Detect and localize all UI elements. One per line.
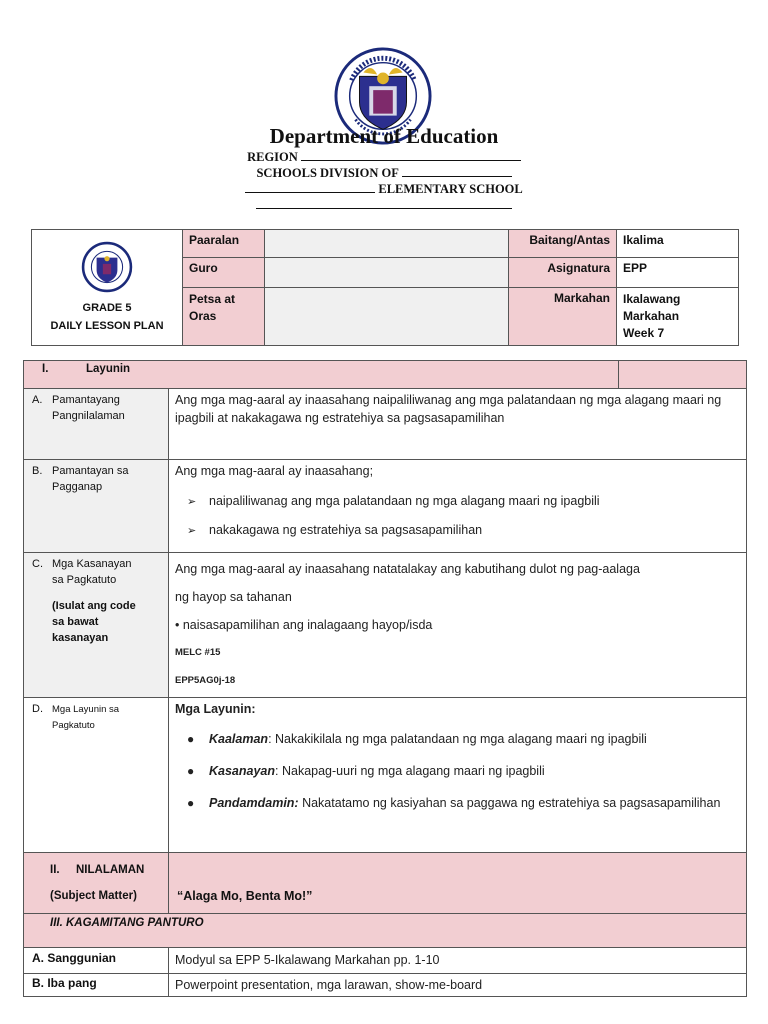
kagamitan-row <box>24 914 747 948</box>
kagamitan-heading: III. KAGAMITANG PANTURO <box>24 914 747 948</box>
blank-line <box>0 198 768 213</box>
nilalaman-label: II. NILALAMAN (Subject Matter) <box>24 853 169 914</box>
bullet-icon: ● <box>187 764 195 778</box>
list-item: ➢ naipaliliwanag ang mga palatandaan ng mga alagang maari ng ipagbili <box>187 492 740 511</box>
guro-label: Guro <box>183 258 265 288</box>
list-item: ● Kaalaman: Nakakikilala ng mga palatandaan ng mga alagang maari ng ipagbili <box>187 732 647 746</box>
grade-label: GRADE 5 <box>82 301 132 314</box>
layunin-header-row <box>24 361 747 389</box>
paaralan-value <box>265 230 509 258</box>
row-b-label: B. Pamantayan sa Pagganap <box>24 460 169 553</box>
lesson-table <box>23 360 747 997</box>
row-d-label: D. Mga Layunin sa Pagkatuto <box>24 698 169 853</box>
paaralan-label: Paaralan <box>183 230 265 258</box>
petsa-value <box>265 288 509 346</box>
objectives-list <box>175 730 740 812</box>
school-line: ELEMENTARY SCHOOL <box>0 182 768 197</box>
asignatura-label: Asignatura <box>509 258 617 288</box>
guro-value <box>265 258 509 288</box>
asignatura-value: EPP <box>617 258 739 288</box>
row-b-content: Ang mga mag-aaral ay inaasahang; ➢ naipaliliwanag ang mga palatandaan ng mga alagang maari ng ipagbili ➢ nakakagawa ng estratehiya sa pagsasapamilihan <box>169 460 747 553</box>
row-c-content: Ang mga mag-aaral ay inaasahang natatalakay ang kabutihang dulot ng pag-aalaga ng hayop sa tahanan • naisasapamilihan ang inalagaang hayop/isda MELC #15 EPP5AG0j-18 <box>169 553 747 698</box>
layunin-header-blank <box>619 361 747 389</box>
iba-pang-row <box>24 974 747 997</box>
sanggunian-value: Modyul sa EPP 5-Ikalawang Markahan pp. 1-10 <box>169 948 747 974</box>
nilalaman-value: “Alaga Mo, Benta Mo!” <box>169 853 747 914</box>
melc-label: MELC #15 <box>175 647 221 658</box>
iba-pang-value: Powerpoint presentation, mga larawan, show-me-board <box>169 974 747 997</box>
deped-mini-seal-icon <box>81 241 133 293</box>
row-a <box>24 389 747 460</box>
layunin-heading: I. Layunin <box>24 361 619 389</box>
melc-code: EPP5AG0j-18 <box>175 675 236 686</box>
bullet-icon: ● <box>187 732 195 746</box>
row-a-label: A. Pamantayang Pangnilalaman <box>24 389 169 460</box>
grade-logo-cell <box>32 230 183 346</box>
row-d-content: Mga Layunin: ● Kaalaman: Nakakikilala ng mga palatandaan ng mga alagang maari ng ipagbili ● Kasanayan: Nakapag-uuri ng mga alagang maari ng ipagbili ● Pandamdamin: Nakatatamo ng kasiyahan sa paggawa ng estratehiya sa pagsasapamilihan <box>169 698 747 853</box>
nilalaman-row <box>24 853 747 914</box>
arrow-list <box>175 492 740 540</box>
list-item: ➢ nakakagawa ng estratehiya sa pagsasapamilihan <box>187 521 740 540</box>
baitang-value: Ikalima <box>617 230 739 258</box>
petsa-label: Petsa at Oras <box>183 288 265 346</box>
sanggunian-row <box>24 948 747 974</box>
arrow-bullet-icon: ➢ <box>187 496 197 508</box>
plan-label: DAILY LESSON PLAN <box>50 319 164 332</box>
baitang-label: Baitang/Antas <box>509 230 617 258</box>
bullet-icon: ● <box>187 796 195 810</box>
info-table <box>31 229 739 346</box>
row-d <box>24 698 747 853</box>
division-line: SCHOOLS DIVISION OF <box>0 166 768 181</box>
row-b <box>24 460 747 553</box>
row-c-label: C. Mga Kasanayan sa Pagkatuto (Isulat ang code sa bawat kasanayan <box>24 553 169 698</box>
list-item: ● Kasanayan: Nakapag-uuri ng mga alagang maari ng ipagbili <box>187 764 545 778</box>
arrow-bullet-icon: ➢ <box>187 525 197 537</box>
markahan-value: Ikalawang Markahan Week 7 <box>617 288 739 346</box>
row-c <box>24 553 747 698</box>
markahan-label: Markahan <box>509 288 617 346</box>
sanggunian-label: A. Sanggunian <box>24 948 169 974</box>
department-title: Department of Education <box>269 124 499 148</box>
row-a-content: Ang mga mag-aaral ay inaasahang naipaliliwanag ang mga palatandaan ng mga alagang maari ng ipagbili at nakakagawa ng estratehiya sa pagsasapamilihan <box>169 389 747 460</box>
region-line: REGION <box>0 150 768 165</box>
iba-pang-label: B. Iba pang <box>24 974 169 997</box>
list-item: ● Pandamdamin: Nakatatamo ng kasiyahan sa paggawa ng estratehiya sa pagsasapamilihan <box>187 796 721 810</box>
